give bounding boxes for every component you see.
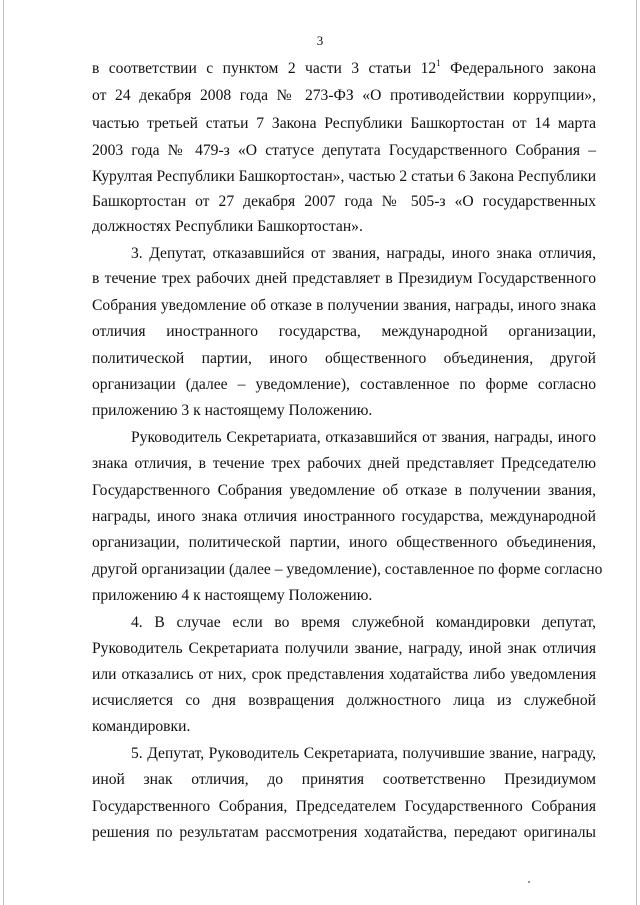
text-line: Руководитель Секретариата получили звание, награду, иной знак отличия bbox=[92, 640, 596, 657]
text-line: другой организации (далее – уведомление), составленное по форме согласно bbox=[92, 561, 603, 578]
text-line: Государственного Собрания, Председателем Государственного Собрания bbox=[92, 798, 596, 815]
superscript: 1 bbox=[436, 58, 441, 68]
text-line: или отказались от них, срок представления ходатайства либо уведомления bbox=[92, 666, 596, 683]
text-line: командировки. bbox=[92, 718, 191, 735]
text-line: отличия иностранного государства, международной организации, bbox=[92, 323, 596, 340]
text-line: организации, политической партии, иного общественного объединения, bbox=[92, 534, 596, 551]
text-line: организации (далее – уведомление), составленное по форме согласно bbox=[92, 376, 596, 393]
text-line: исчисляется со дня возвращения должностного лица из служебной bbox=[92, 692, 596, 709]
text-line: Собрания уведомление об отказе в получении звания, награды, иного знака bbox=[92, 297, 596, 314]
text-line: должностях Республики Башкортостан». bbox=[92, 218, 363, 235]
paragraph-start: 3. Депутат, отказавшийся от звания, награды, иного знака отличия, bbox=[131, 245, 596, 262]
scan-speck bbox=[528, 881, 530, 883]
text-line: приложению 3 к настоящему Положению. bbox=[92, 402, 373, 419]
text-line: в соответствии с пунктом 2 части 3 статьи $12^1$ Федерального закона bbox=[92, 58, 597, 77]
text-line: Курултая Республики Башкортостан», частью 2 статьи 6 Закона Республики bbox=[92, 168, 597, 185]
text-line: в течение трех рабочих дней представляет в Президиум Государственного bbox=[92, 270, 596, 287]
text-line: 2003 года № 479-з «О статусе депутата Государственного Собрания – bbox=[92, 142, 596, 159]
text-line: частью третьей статьи 7 Закона Республики Башкортостан от 14 марта bbox=[92, 115, 596, 132]
text-line: от 24 декабря 2008 года № 273-ФЗ «О противодействии коррупции», bbox=[92, 87, 596, 104]
text-line: иной знак отличия, до принятия соответственно Президиумом bbox=[92, 771, 596, 788]
text-line: Башкортостан от 27 декабря 2007 года № 505-з «О государственных bbox=[92, 193, 596, 210]
text-line: приложению 4 к настоящему Положению. bbox=[92, 587, 373, 604]
paragraph-start: Руководитель Секретариата, отказавшийся от звания, награды, иного bbox=[131, 429, 596, 446]
paragraph-start: 5. Депутат, Руководитель Секретариата, получившие звание, награду, bbox=[131, 745, 596, 762]
page-edge-left bbox=[3, 0, 4, 905]
page-edge-right bbox=[636, 0, 637, 905]
text-line: знака отличия, в течение трех рабочих дней представляет Председателю bbox=[92, 455, 596, 472]
text-line: награды, иного знака отличия иностранного государства, международной bbox=[92, 508, 596, 525]
text-line: политической партии, иного общественного объединения, другой bbox=[92, 350, 596, 367]
paragraph-start: 4. В случае если во время служебной командировки депутат, bbox=[131, 614, 596, 631]
text-line: решения по результатам рассмотрения ходатайства, передают оригиналы bbox=[92, 824, 596, 841]
page-number: 3 bbox=[316, 33, 324, 48]
text-line: Государственного Собрания уведомление об отказе в получении звания, bbox=[92, 482, 596, 499]
